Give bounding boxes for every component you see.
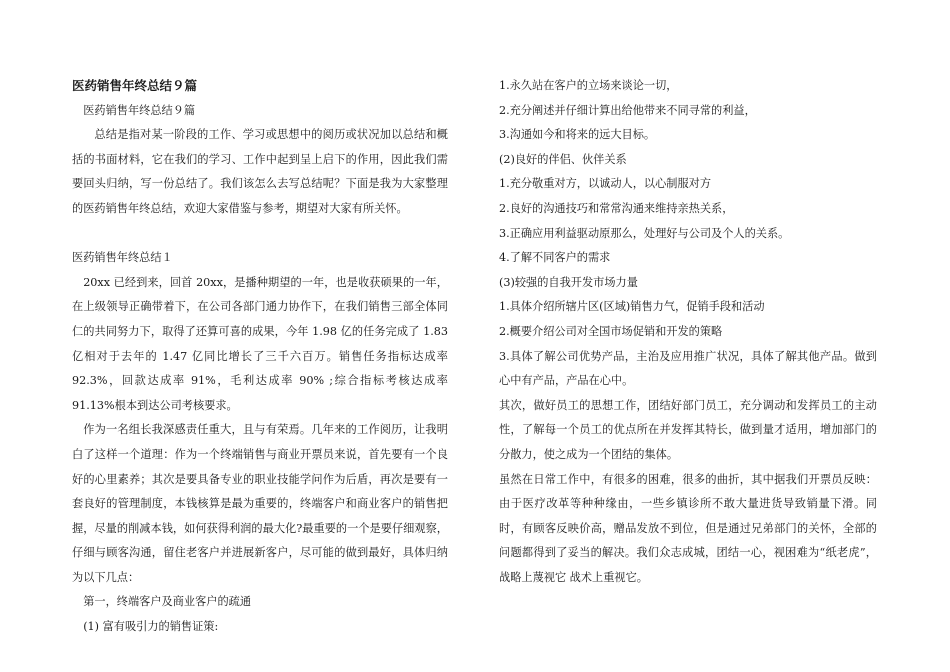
- list-item: 4.了解不同客户的需求: [499, 251, 611, 265]
- list-item: 3.正确应用利益驱动原那么，处理好与公司及个人的关系。: [499, 226, 790, 240]
- intro-paragraph: 总结是指对某一阶段的工作、学习或思想中的阅历或状况加以总结和概括的书面材料，它在我们的学习、工作中起到呈上启下的作用，因此我们需要回头归纳，写一份总结了。我们该怎么去写总结呢？下面是我为大家整理的医药销售年终总结，欢迎大家借鉴与参考，期望对大家有所关怀。: [72, 128, 448, 215]
- paragraph-sub-point: (1) 富有吸引力的销售证策:: [83, 620, 219, 634]
- paragraph-experience: 作为一名组长我深感责任重大，且与有荣焉。几年来的工作阅历，让我明白了这样一个道理：作为一个终端销售与商业开票员来说，首先要有一个良好的心里素养；其次是要具备专业的职业技能学问作为后盾，再次是要有一套良好的管理制度，本钱核算是最为重要的，终端客户和商业客户的销售把握，尽量的削减本钱，如何获得利润的最大化?最重要的一个是要仔细观察，仔细与顾客沟通，留住老客户并进展新客户，尽可能的做到最好，具体归纳为以下几点：: [72, 423, 448, 584]
- document-subtitle: 医药销售年终总结９篇: [83, 103, 196, 117]
- right-column: [499, 74, 877, 590]
- list-item: (2)良好的伴侣、伙伴关系: [499, 152, 627, 166]
- paragraph-first-point: 第一，终端客户及商业客户的疏通: [83, 595, 252, 609]
- list-item: (3)较强的自我开发市场力量: [499, 275, 638, 289]
- list-item: 3.沟通如今和将来的远大目标。: [499, 128, 656, 142]
- paragraph-staff: 其次，做好员工的思想工作，团结好部门员工，充分调动和发挥员工的主动性，了解每一个员工的优点所在并发挥其特长，做到量才适用，增加部门的分散力，使之成为一个团结的集体。: [499, 398, 877, 461]
- list-item: 2.充分阐述并仔细计算出给他带来不同寻常的利益，: [499, 103, 756, 117]
- list-item: 2.良好的沟通技巧和常常沟通来维持亲热关系，: [499, 201, 734, 215]
- section-heading: 医药销售年终总结１: [72, 251, 173, 265]
- list-item: 2.概要介绍公司对全国市场促销和开发的策略: [499, 324, 723, 338]
- list-item: 1.具体介绍所辖片区(区域)销售力气，促销手段和活动: [499, 300, 765, 314]
- document-title: 医药销售年终总结９篇: [72, 78, 198, 93]
- paragraph-results: 20xx 已经到来，回首 20xx，是播种期望的一年，也是收获硕果的一年，在上级领导正确带着下，在公司各部门通力协作下，在我们销售三部全体同仁的共同努力下，取得了还算可喜的成果，今年 1.98 亿的任务完成了 1.83 亿相对于去年的 1.47 亿同比增长了三千六百万。销售任务指标达成率 92.3%，回款达成率 91%，毛利达成率 90% ;综合指标考核达成率 91.13%根本到达公司考核要求。: [72, 275, 448, 412]
- list-item: 1.充分敬重对方，以诚动人，以心制服对方: [499, 177, 712, 191]
- left-column: [72, 74, 448, 640]
- list-item: 1.永久站在客户的立场来谈论一切，: [499, 79, 678, 92]
- spacer: [72, 222, 448, 247]
- paragraph-products: 3.具体了解公司优势产品，主治及应用推广状况，具体了解其他产品。做到心中有产品，产品在心中。: [499, 349, 877, 388]
- paragraph-difficulties: 虽然在日常工作中，有很多的困难，很多的曲折，其中据我们开票员反映：由于医疗改革等种种缘由，一些乡镇诊所不敢大量进货导致销量下滑。同时，有顾客反映价高，赠品发放不到位，但是通过兄弟部门的关怀，全部的问题都得到了妥当的解决。我们众志成城，团结一心，视困难为“纸老虎”， 战略上蔑视它 战术上重视它。: [499, 472, 877, 584]
